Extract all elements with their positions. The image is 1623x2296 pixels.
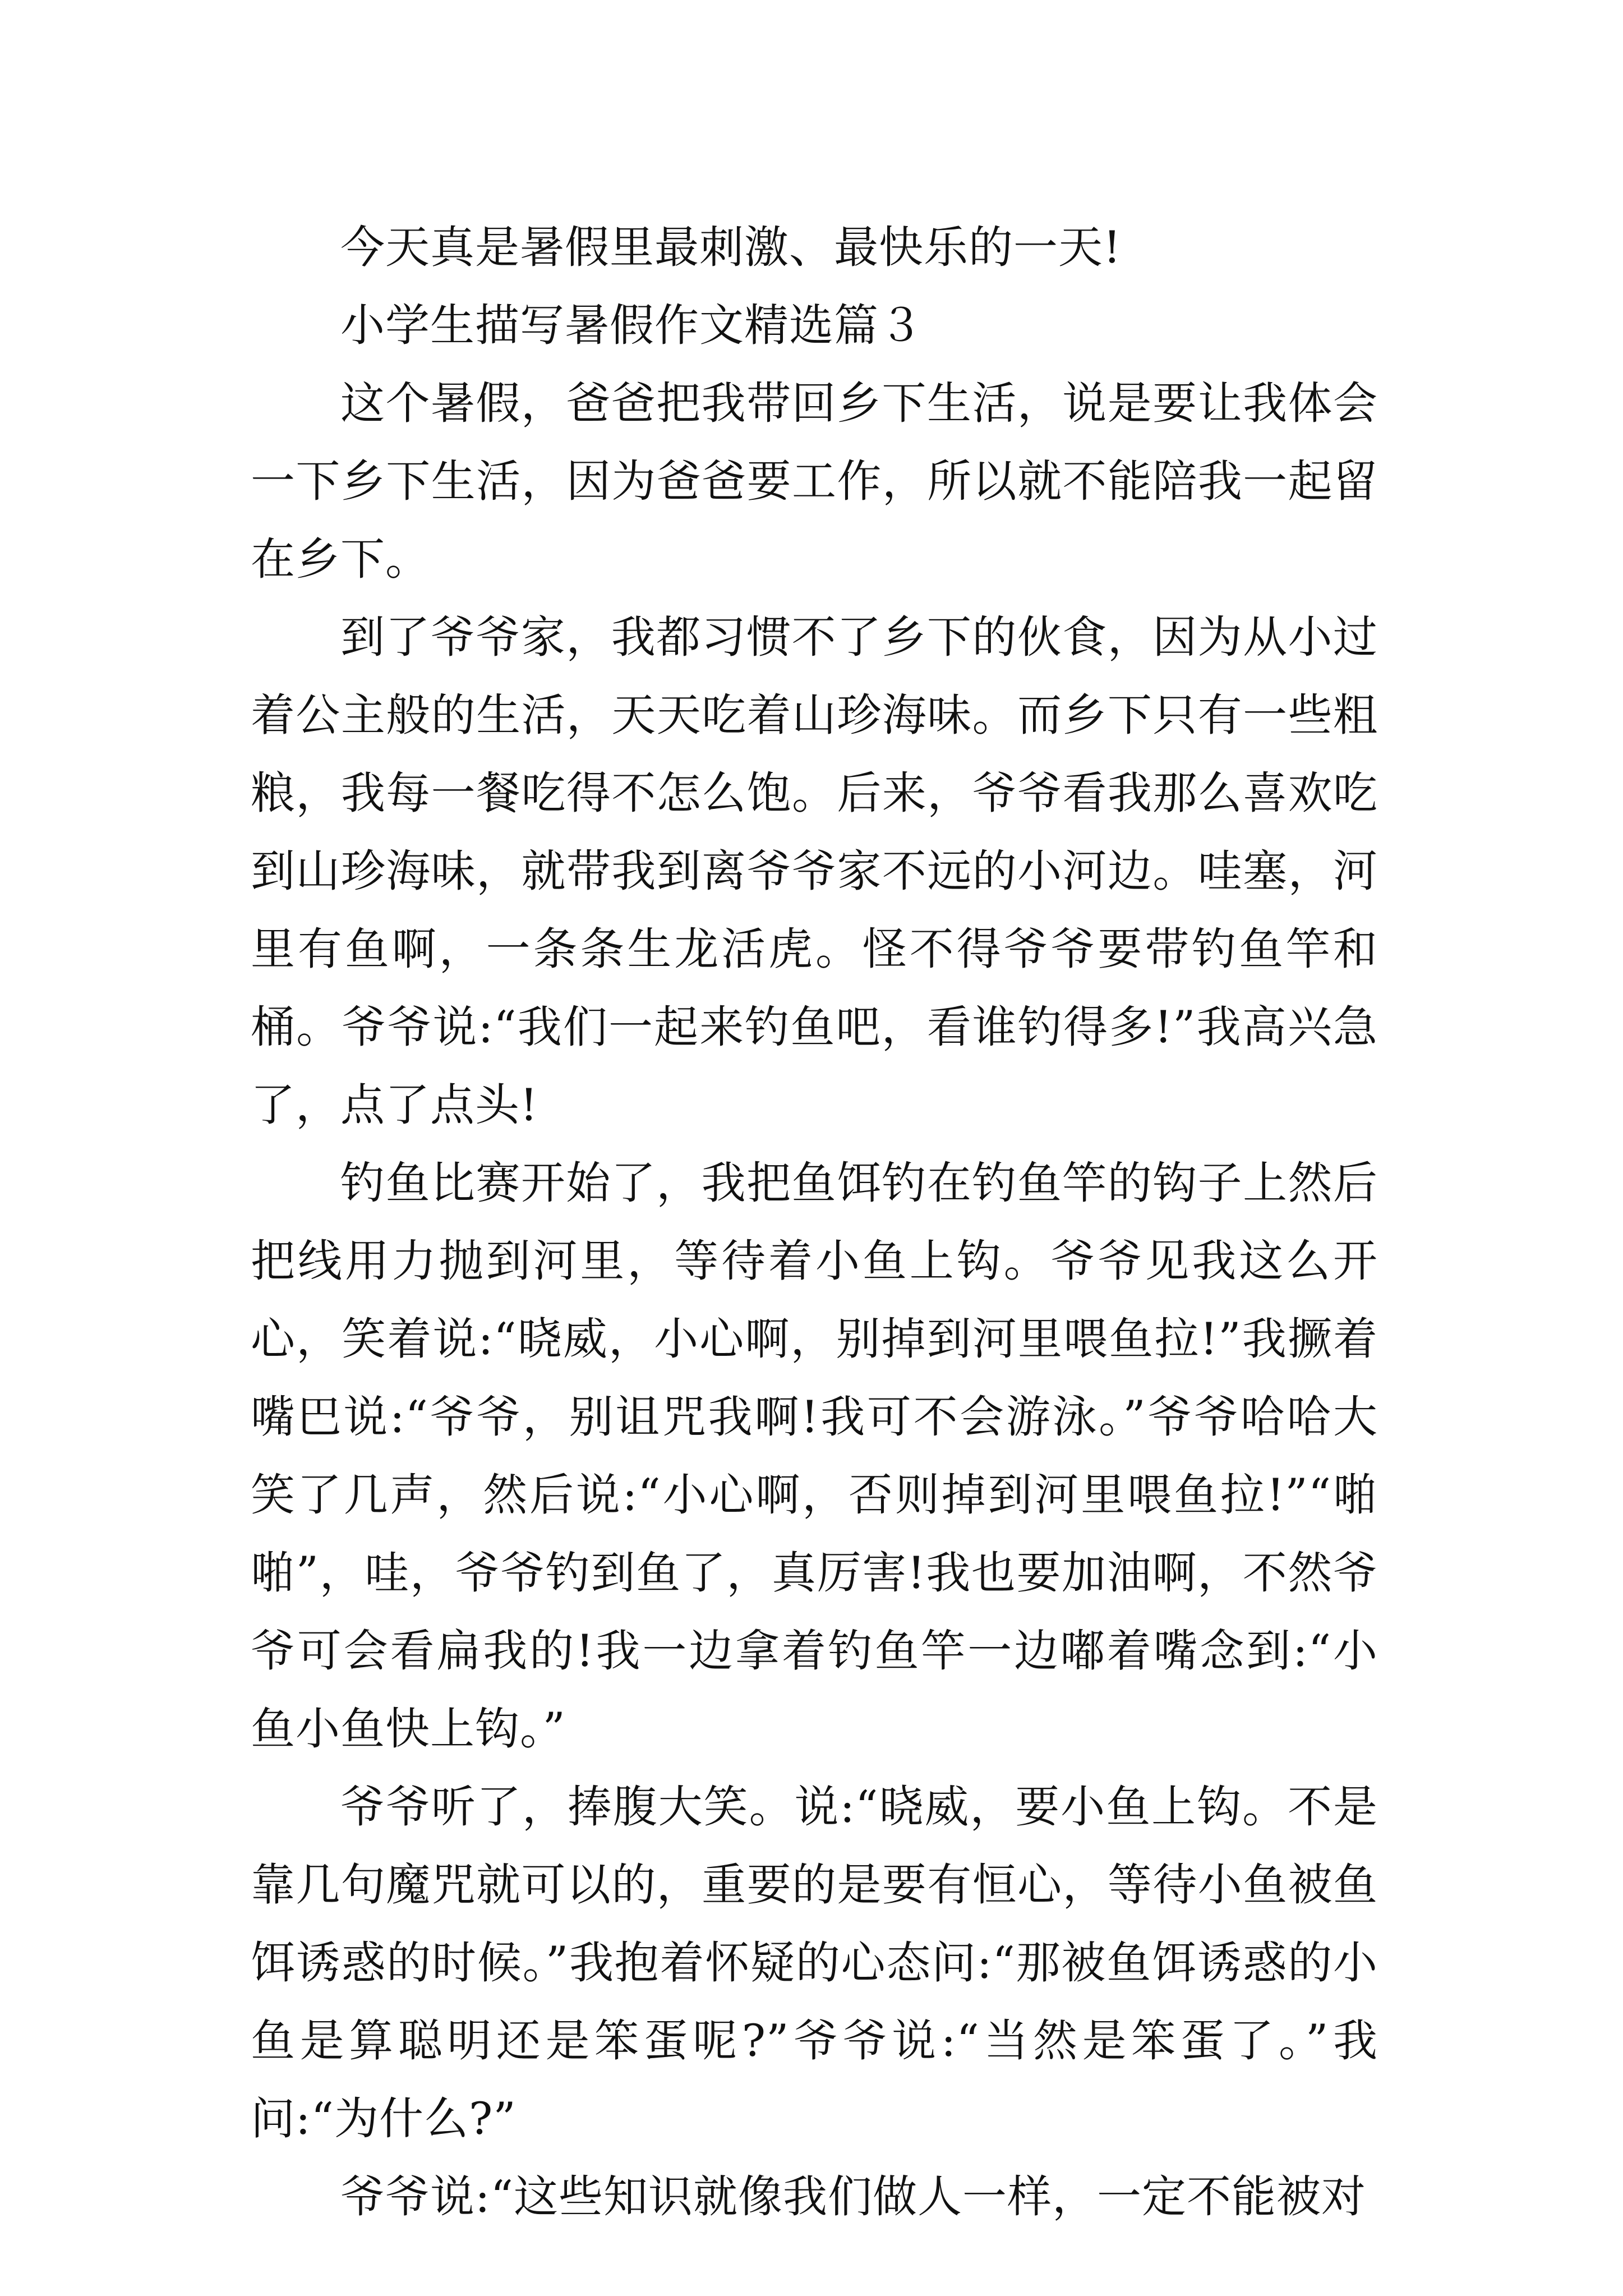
paragraph-2: 到了爷爷家，我都习惯不了乡下的伙食，因为从小过着公主般的生活，天天吃着山珍海味。而乡下只有一些粗粮，我每一餐吃得不怎么饱。后来，爷爷看我那么喜欢吃到山珍海味，就带我到离爷爷家不远的小河边。哇塞，河里有鱼啊，一条条生龙活虎。怪不得爷爷要带钓鱼竿和桶。爷爷说:“我们一起来钓鱼吧，看谁钓得多!”我高兴急了，点了点头! <box>251 611 1378 1131</box>
document-body <box>251 209 1378 2236</box>
paragraph-3: 钓鱼比赛开始了，我把鱼饵钓在钓鱼竿的钩子上然后把线用力抛到河里，等待着小鱼上钩。爷爷见我这么开心，笑着说:“晓威，小心啊，别掉到河里喂鱼拉!”我撅着嘴巴说:“爷爷，别诅咒我啊!我可不会游泳。”爷爷哈哈大笑了几声，然后说:“小心啊，否则掉到河里喂鱼拉!”“啪啪”，哇，爷爷钓到鱼了，真厉害!我也要加油啊，不然爷爷可会看扁我的!我一边拿着钓鱼竿一边嘟着嘴念到:“小鱼小鱼快上钩。” <box>251 1157 1378 1755</box>
section-title: 小学生描写暑假作文精选篇３ <box>340 300 924 351</box>
paragraph-4: 爷爷听了，捧腹大笑。说:“晓威，要小鱼上钩。不是靠几句魔咒就可以的，重要的是要有恒心，等待小鱼被鱼饵诱惑的时候。”我抱着怀疑的心态问:“那被鱼饵诱惑的小鱼是算聪明还是笨蛋呢?”爷爷说:“当然是笨蛋了。”我问:“为什么?” <box>251 1781 1378 2145</box>
opening-line: 今天真是暑假里最刺激、最快乐的一天! <box>340 222 1122 273</box>
paragraph-5: 爷爷说:“这些知识就像我们做人一样，一定不能被对 <box>340 2171 1367 2223</box>
paragraph-1: 这个暑假，爸爸把我带回乡下生活，说是要让我体会一下乡下生活，因为爸爸要工作，所以就不能陪我一起留在乡下。 <box>251 378 1378 585</box>
